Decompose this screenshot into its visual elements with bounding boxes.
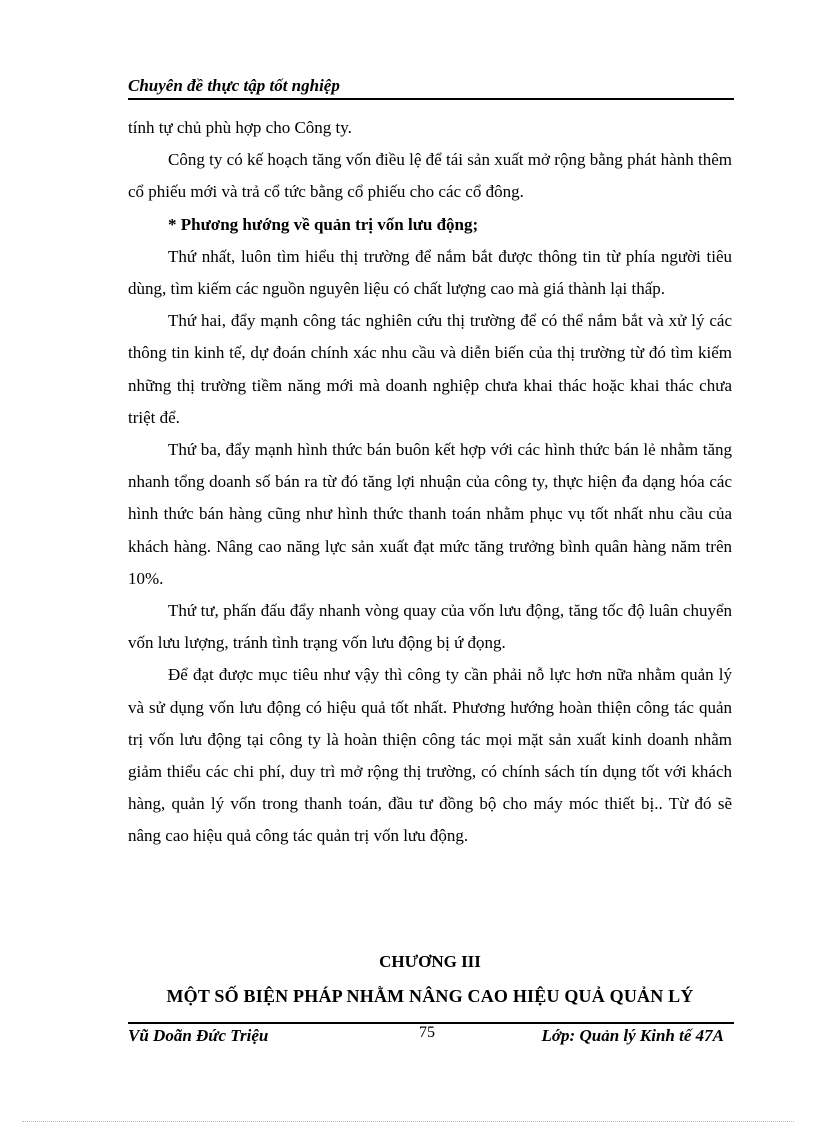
paragraph-conclusion: Để đạt được mục tiêu như vậy thì công ty cần phải nỗ lực hơn nữa nhằm quản lý và sử dụng vốn lưu động có hiệu quả tốt nhất. Phương hướng hoàn thiện công tác quản trị vốn lưu động tại công ty là hoàn thiện công tác mọi mặt sản xuất kinh doanh nhằm giảm thiểu các chi phí, duy trì mở rộng thị trường, có chính sách tín dụng tốt với khách hàng, quản lý vốn trong thanh toán, đầu tư đồng bộ cho máy móc thiết bị.. Từ đó sẽ nâng cao hiệu quả công tác quản trị vốn lưu động.: [128, 665, 732, 846]
page-number: 75: [419, 1024, 435, 1041]
paragraph-third: Thứ ba, đẩy mạnh hình thức bán buôn kết hợp với các hình thức bán lẻ nhằm tăng nhanh tổng doanh số bán ra từ đó tăng lợi nhuận của công ty, thực hiện đa dạng hóa các hình thức bán hàng cũng như hình thức thanh toán nhằm phục vụ tốt nhất nhu cầu của khách hàng. Nâng cao năng lực sản xuất đạt mức tăng trưởng bình quân hàng năm trên 10%.: [128, 440, 732, 588]
running-header: Chuyên đề thực tập tốt nghiệp: [128, 76, 734, 100]
chapter-number: CHƯƠNG III: [379, 952, 481, 971]
paragraph-continuation: tính tự chủ phù hợp cho Công ty.: [128, 118, 352, 137]
paragraph-capital-plan: Công ty có kế hoạch tăng vốn điều lệ để tái sản xuất mở rộng bằng phát hành thêm cổ phiếu mới và trả cổ tức bằng cổ phiếu cho các cổ đông.: [128, 150, 732, 202]
chapter-title: MỘT SỐ BIỆN PHÁP NHẰM NÂNG CAO HIỆU QUẢ QUẢN LÝ: [166, 986, 694, 1006]
footer-author: Vũ Doãn Đức Triệu: [128, 1026, 269, 1045]
page-edge: [22, 1121, 794, 1122]
section-heading-working-capital: * Phương hướng về quản trị vốn lưu động;: [168, 214, 479, 234]
paragraph-first: Thứ nhất, luôn tìm hiểu thị trường để nắm bắt được thông tin từ phía người tiêu dùng, tìm kiếm các nguồn nguyên liệu có chất lượng cao mà giá thành lại thấp.: [128, 246, 732, 299]
footer-class: Lớp: Quản lý Kinh tế 47A: [541, 1026, 724, 1045]
paragraph-fourth: Thứ tư, phấn đấu đẩy nhanh vòng quay của vốn lưu động, tăng tốc độ luân chuyển vốn lưu lượng, tránh tình trạng vốn lưu động bị ứ đọng.: [128, 601, 732, 653]
paragraph-second: Thứ hai, đẩy mạnh công tác nghiên cứu thị trường để có thể nắm bắt và xử lý các thông tin kinh tế, dự đoán chính xác nhu cầu và diễn biến của thị trường từ đó tìm kiếm những thị trường tiềm năng mới mà doanh nghiệp chưa khai thác hoặc khai thác chưa triệt để.: [128, 311, 732, 427]
document-body: [128, 112, 732, 853]
